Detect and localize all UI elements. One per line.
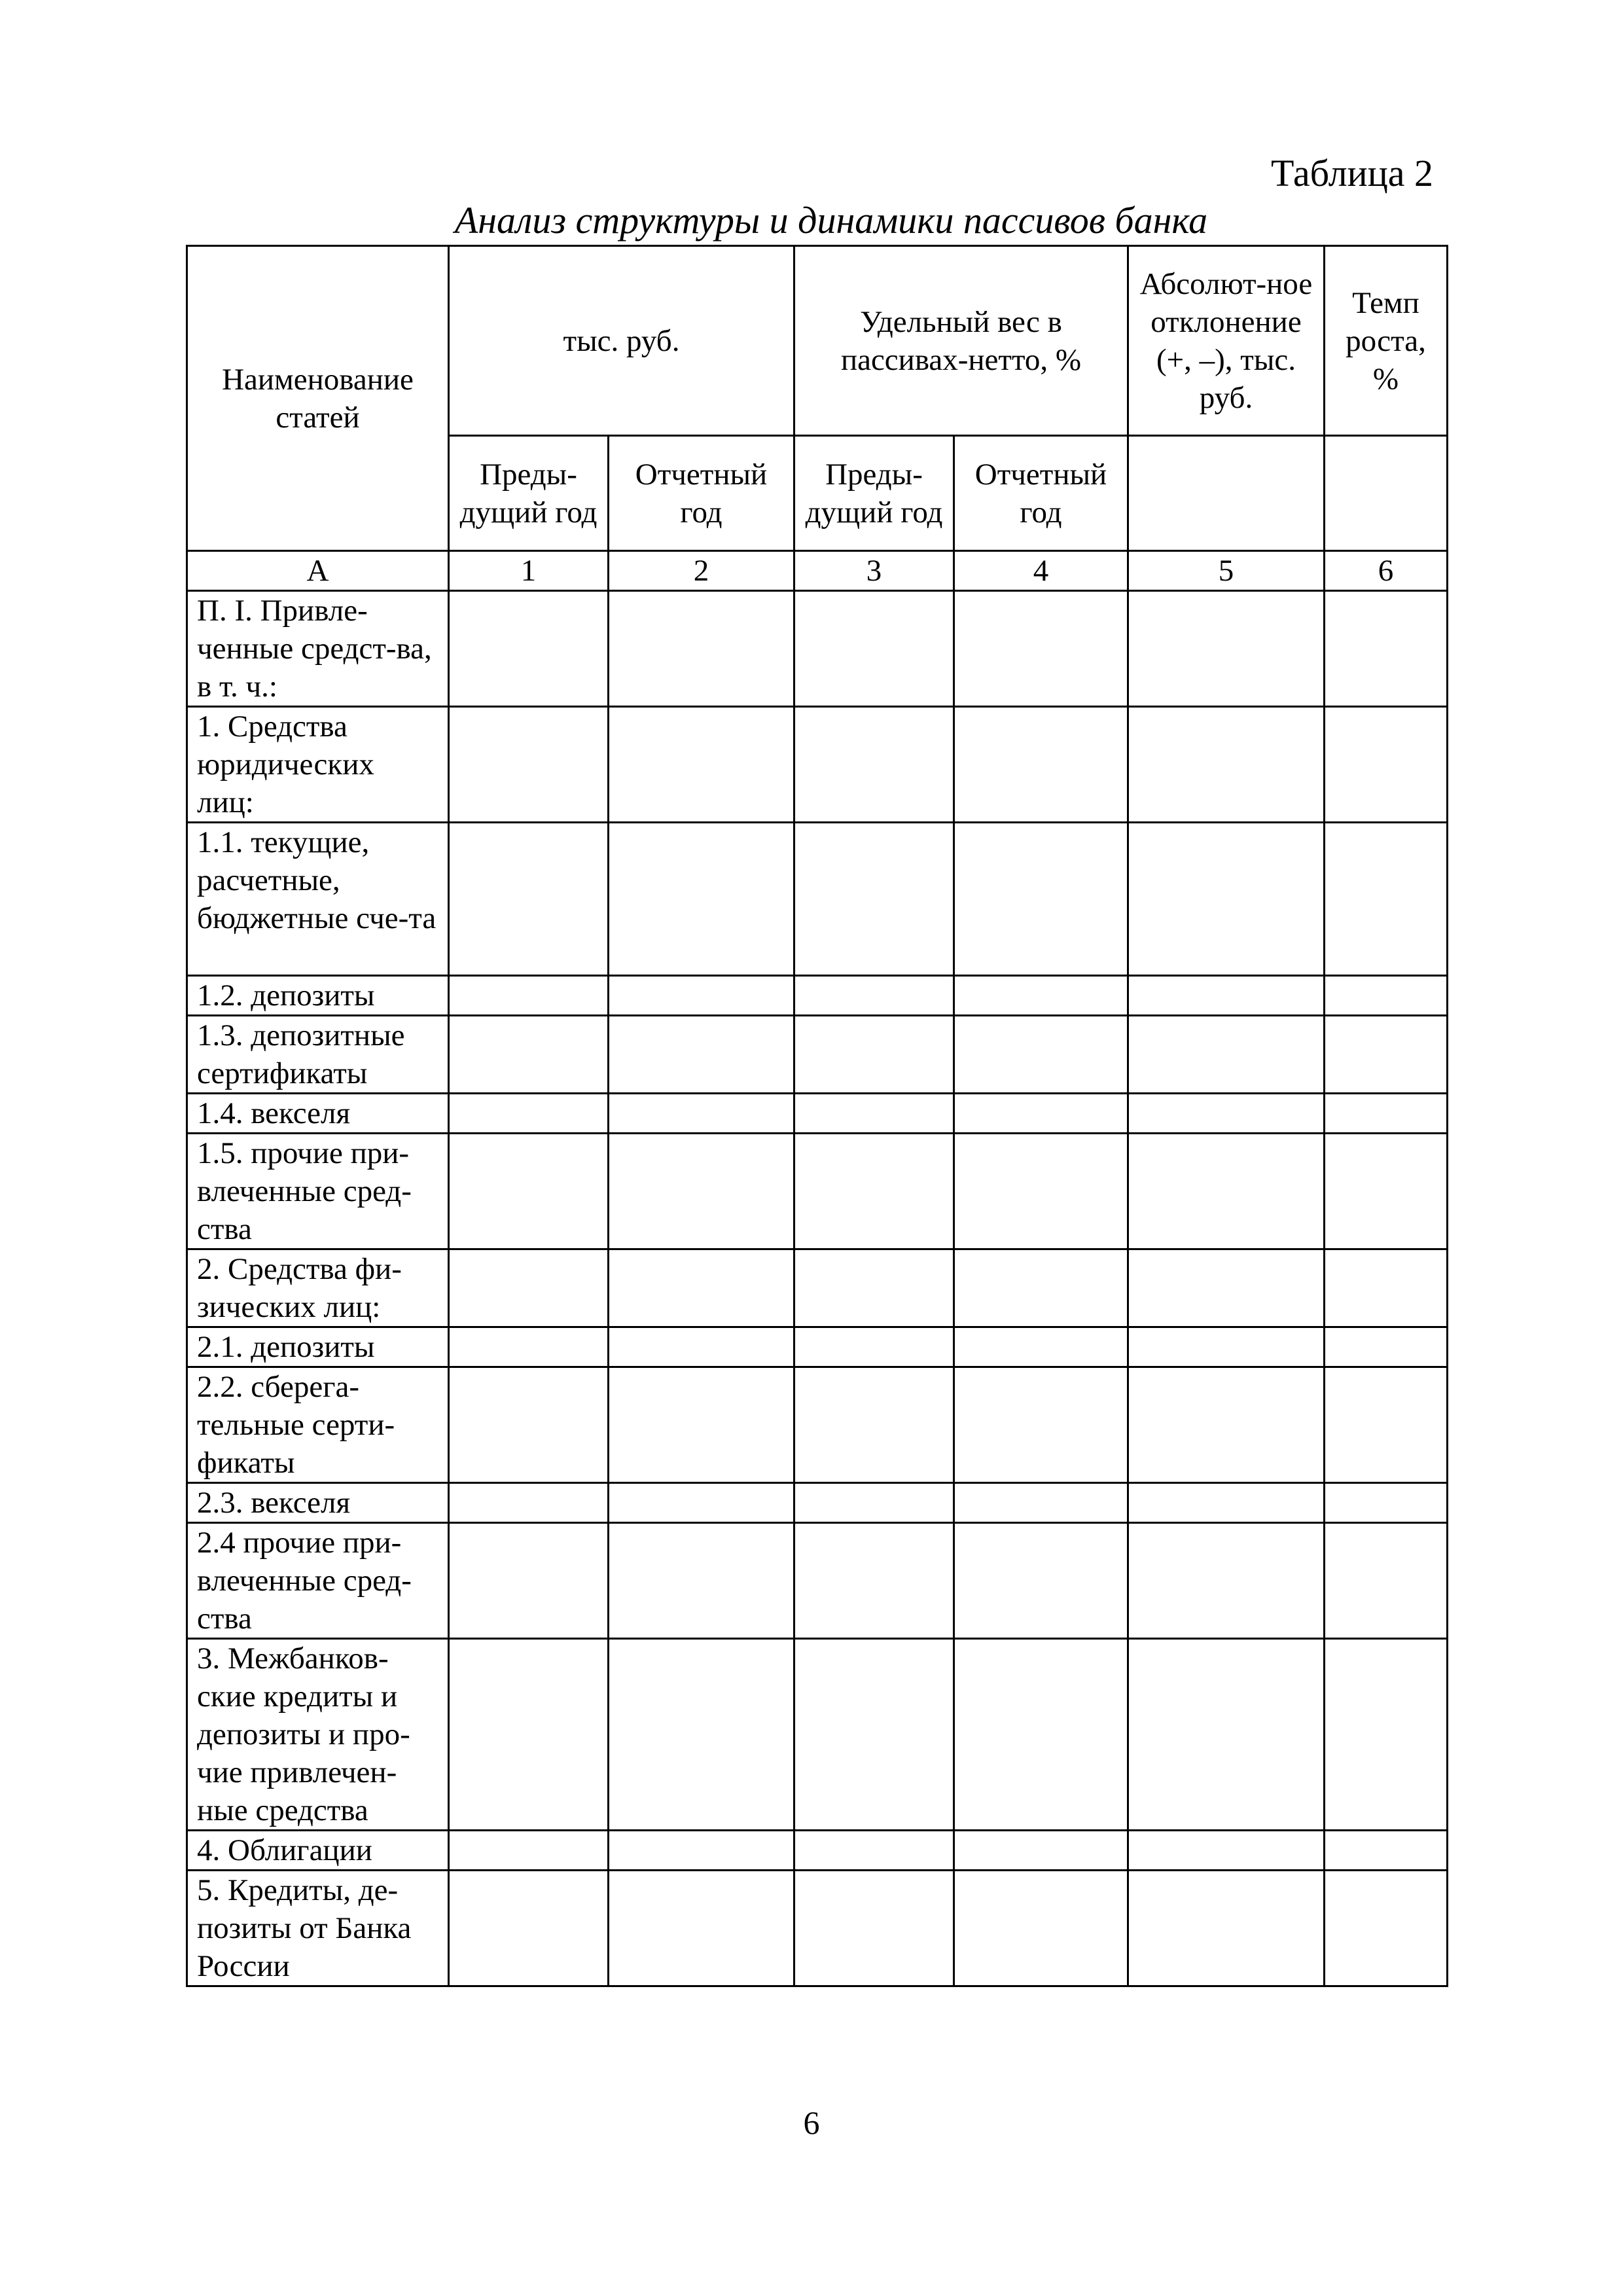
row-label: 1. Средства юридических лиц:	[187, 707, 449, 823]
index-row	[187, 551, 1448, 591]
row-label: 3. Межбанков-ские кредиты и депозиты и про-чие привлечен-ные средства	[187, 1639, 449, 1831]
row-label: П. I. Привле-ченные средст-ва, в т. ч.:	[187, 591, 449, 707]
liabilities-table	[186, 245, 1448, 1987]
header-share: Удельный вес в пассивах-нетто, %	[794, 246, 1128, 436]
table-row	[187, 1831, 1448, 1871]
empty-cell	[609, 976, 794, 1016]
page-number: 6	[803, 2104, 820, 2141]
header-report-year-share: Отчетный год	[954, 436, 1128, 551]
empty-cell	[1325, 976, 1448, 1016]
header-prev-year-rub: Преды-дущий год	[449, 436, 609, 551]
empty-cell	[449, 1094, 609, 1134]
row-label: 1.4. векселя	[187, 1094, 449, 1134]
empty-cell	[609, 591, 794, 707]
table-row	[187, 1094, 1448, 1134]
empty-cell	[1128, 1523, 1325, 1639]
empty-cell	[609, 1831, 794, 1871]
empty-cell	[1325, 1871, 1448, 1986]
row-label: 1.5. прочие при-влеченные сред-ства	[187, 1134, 449, 1249]
empty-cell	[794, 1483, 954, 1523]
empty-cell	[1128, 823, 1325, 976]
empty-cell	[1325, 1831, 1448, 1871]
empty-cell	[609, 1367, 794, 1483]
empty-cell	[449, 1831, 609, 1871]
empty-cell	[954, 591, 1128, 707]
index-cell: 4	[954, 551, 1128, 591]
empty-cell	[1128, 1483, 1325, 1523]
empty-cell	[449, 976, 609, 1016]
index-cell: 6	[1325, 551, 1448, 591]
empty-cell	[954, 1483, 1128, 1523]
empty-cell	[1128, 1639, 1325, 1831]
empty-cell	[609, 1134, 794, 1249]
row-label: 2. Средства фи-зических лиц:	[187, 1249, 449, 1327]
empty-cell	[794, 707, 954, 823]
empty-cell	[954, 976, 1128, 1016]
empty-cell	[1325, 1249, 1448, 1327]
empty-cell	[609, 1249, 794, 1327]
index-cell: 3	[794, 551, 954, 591]
row-label: 1.1. текущие, расчетные, бюджетные сче-та	[187, 823, 449, 976]
index-cell: 1	[449, 551, 609, 591]
empty-cell	[954, 823, 1128, 976]
row-label: 4. Облигации	[187, 1831, 449, 1871]
empty-cell	[794, 1639, 954, 1831]
index-cell: 5	[1128, 551, 1325, 591]
empty-cell	[1325, 1016, 1448, 1094]
table-row	[187, 823, 1448, 976]
table-label: Таблица 2	[1270, 152, 1433, 194]
table-row	[187, 1523, 1448, 1639]
empty-cell	[794, 591, 954, 707]
header-thousand-rub: тыс. руб.	[449, 246, 794, 436]
empty-cell	[1325, 1639, 1448, 1831]
empty-cell	[449, 1134, 609, 1249]
empty-cell	[1128, 1367, 1325, 1483]
table-row	[187, 707, 1448, 823]
empty-cell	[1128, 1094, 1325, 1134]
empty-cell	[794, 1134, 954, 1249]
empty-cell	[609, 1483, 794, 1523]
empty-cell	[954, 1871, 1128, 1986]
row-label: 2.3. векселя	[187, 1483, 449, 1523]
table-row	[187, 976, 1448, 1016]
empty-cell	[1325, 1327, 1448, 1367]
empty-cell	[794, 1831, 954, 1871]
empty-cell	[449, 1327, 609, 1367]
empty-cell	[954, 1831, 1128, 1871]
empty-cell	[609, 823, 794, 976]
empty-cell	[794, 823, 954, 976]
index-cell: 2	[609, 551, 794, 591]
index-cell: А	[187, 551, 449, 591]
empty-cell	[449, 823, 609, 976]
empty-cell	[609, 1871, 794, 1986]
empty-cell	[1128, 976, 1325, 1016]
table-row	[187, 1327, 1448, 1367]
empty-cell	[954, 1327, 1128, 1367]
empty-cell	[449, 707, 609, 823]
empty-cell	[1128, 1871, 1325, 1986]
row-label: 2.4 прочие при-влеченные сред-ства	[187, 1523, 449, 1639]
empty-cell	[1128, 707, 1325, 823]
table-row	[187, 1483, 1448, 1523]
header-name-col: Наименование статей	[187, 246, 449, 551]
row-label: 5. Кредиты, де-позиты от Банка России	[187, 1871, 449, 1986]
empty-cell	[954, 1249, 1128, 1327]
empty-cell	[1128, 1016, 1325, 1094]
empty-cell	[1325, 1094, 1448, 1134]
empty-cell	[954, 707, 1128, 823]
empty-cell	[954, 1134, 1128, 1249]
table-row	[187, 1639, 1448, 1831]
empty-cell	[449, 1016, 609, 1094]
empty-cell	[1128, 591, 1325, 707]
header-prev-year-share: Преды-дущий год	[794, 436, 954, 551]
empty-cell	[449, 1483, 609, 1523]
header-growth: Темп роста, %	[1325, 246, 1448, 436]
empty-cell	[1128, 1831, 1325, 1871]
empty-cell	[954, 1523, 1128, 1639]
empty-cell	[954, 1016, 1128, 1094]
empty-cell	[1128, 1327, 1325, 1367]
empty-cell	[1128, 1249, 1325, 1327]
empty-cell	[794, 1016, 954, 1094]
empty-cell	[449, 1871, 609, 1986]
row-label: 1.3. депозитные сертификаты	[187, 1016, 449, 1094]
empty-cell	[609, 1523, 794, 1639]
empty-cell	[609, 707, 794, 823]
empty-cell	[954, 1639, 1128, 1831]
empty-cell	[1128, 1134, 1325, 1249]
table-title: Анализ структуры и динамики пассивов банка	[454, 199, 1208, 242]
empty-cell	[609, 1094, 794, 1134]
table-row	[187, 1016, 1448, 1094]
empty-cell	[1325, 1483, 1448, 1523]
empty-cell	[609, 1639, 794, 1831]
empty-cell	[1325, 591, 1448, 707]
empty-cell	[794, 1327, 954, 1367]
empty-cell	[954, 1094, 1128, 1134]
table-row	[187, 1367, 1448, 1483]
empty-cell	[1325, 1523, 1448, 1639]
empty-cell	[609, 1327, 794, 1367]
header-empty-5	[1128, 436, 1325, 551]
empty-cell	[449, 1523, 609, 1639]
row-label: 1.2. депозиты	[187, 976, 449, 1016]
empty-cell	[794, 1094, 954, 1134]
empty-cell	[1325, 707, 1448, 823]
empty-cell	[794, 1523, 954, 1639]
header-report-year-rub: Отчетный год	[609, 436, 794, 551]
empty-cell	[1325, 1134, 1448, 1249]
row-label: 2.1. депозиты	[187, 1327, 449, 1367]
empty-cell	[449, 1367, 609, 1483]
empty-cell	[794, 1367, 954, 1483]
row-label: 2.2. сберега-тельные серти-фикаты	[187, 1367, 449, 1483]
empty-cell	[954, 1367, 1128, 1483]
header-empty-6	[1325, 436, 1448, 551]
header-abs-dev: Абсолют-ное отклонение (+, –), тыс. руб.	[1128, 246, 1325, 436]
table-row	[187, 1249, 1448, 1327]
empty-cell	[449, 591, 609, 707]
empty-cell	[1325, 823, 1448, 976]
empty-cell	[794, 1871, 954, 1986]
empty-cell	[609, 1016, 794, 1094]
table-row	[187, 1134, 1448, 1249]
table-row	[187, 1871, 1448, 1986]
empty-cell	[1325, 1367, 1448, 1483]
empty-cell	[449, 1639, 609, 1831]
empty-cell	[794, 976, 954, 1016]
empty-cell	[449, 1249, 609, 1327]
empty-cell	[794, 1249, 954, 1327]
table-row	[187, 591, 1448, 707]
